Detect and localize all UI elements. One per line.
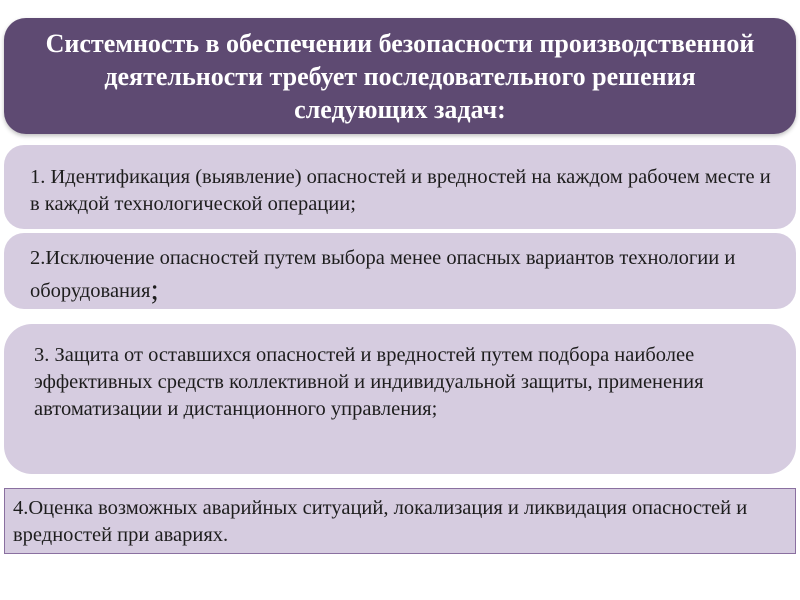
task-text-2-end: ; xyxy=(150,273,159,306)
task-text-2: 2.Исключение опасностей путем выбора менее опасных вариантов технологии и оборудования xyxy=(30,247,736,302)
task-card-4 xyxy=(4,488,796,554)
task-card-1 xyxy=(4,145,796,229)
task-text-3: 3. Защита от оставшихся опасностей и вредностей путем подбора наиболее эффективных средств коллективной и индивидуальной защиты, применения автоматизации и дистанционного управления; xyxy=(34,344,704,420)
header-title: Системность в обеспечении безопасности производственной деятельности требует последовательного решения следующих задач: xyxy=(45,28,755,124)
task-text-4: 4.Оценка возможных аварийных ситуаций, локализация и ликвидация опасностей и вредностей при авариях. xyxy=(13,497,748,546)
header-banner xyxy=(4,18,796,134)
task-card-3 xyxy=(4,324,796,474)
task-text-1: 1. Идентификация (выявление) опасностей и вредностей на каждом рабочем месте и в каждой технологической операции; xyxy=(30,166,771,215)
task-card-2 xyxy=(4,233,796,309)
